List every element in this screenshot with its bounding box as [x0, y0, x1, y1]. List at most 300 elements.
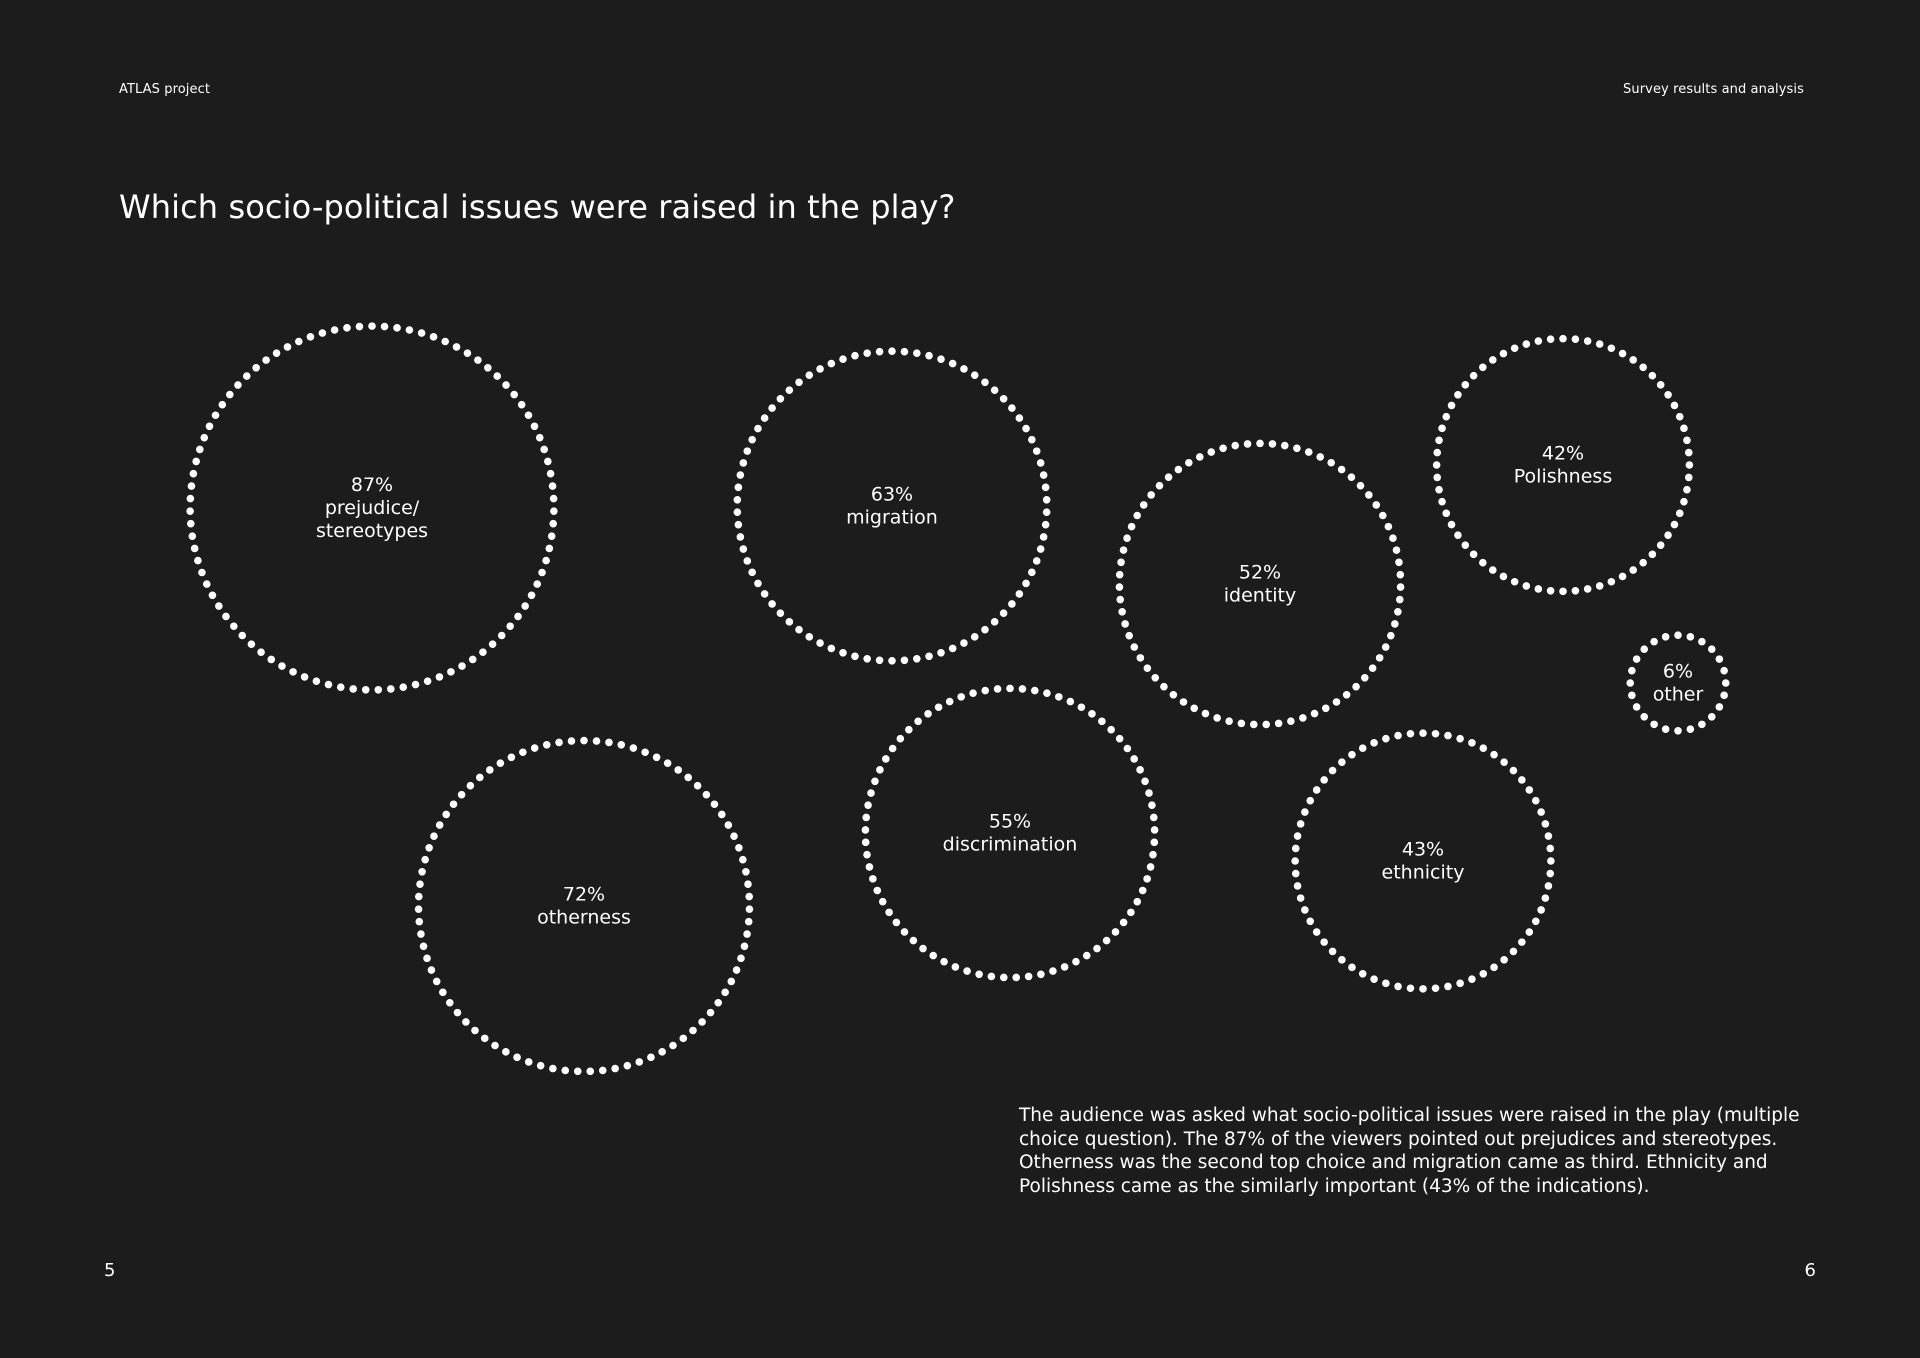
- bubble-label-line: 52%: [1238, 561, 1282, 584]
- bubble-dot: [1686, 461, 1694, 469]
- bubble-dot: [901, 928, 909, 936]
- bubble-dot: [1281, 442, 1289, 450]
- bubble-dot: [1343, 691, 1351, 699]
- bubble-dot: [447, 668, 455, 676]
- bubble-dot: [1049, 967, 1057, 975]
- bubble-dot: [1028, 569, 1036, 577]
- bubble-dot: [734, 496, 742, 504]
- bubble-dot: [568, 737, 576, 745]
- bubble-label: [1653, 661, 1704, 706]
- bubble-dot: [1359, 970, 1367, 978]
- bubble-dot: [1676, 510, 1684, 518]
- bubble-dot: [555, 739, 563, 747]
- bubble-dot: [1361, 674, 1369, 682]
- bubble-dot: [1313, 928, 1321, 936]
- bubble-dot: [1391, 620, 1399, 628]
- bubble-dot: [761, 590, 769, 598]
- bubble-dot: [415, 918, 423, 926]
- bubble-dot: [1033, 557, 1041, 565]
- bubble-dot: [580, 737, 588, 745]
- bubble-dot: [301, 673, 309, 681]
- bubble-label-line: 43%: [1401, 838, 1445, 861]
- bubble-dot: [1662, 725, 1670, 733]
- bubble-dot: [816, 639, 824, 647]
- bubble-dot: [1683, 486, 1691, 494]
- bubble-dot: [1116, 583, 1124, 591]
- bubble-dot: [574, 1068, 582, 1076]
- bubble-dot: [313, 677, 321, 685]
- bubble-dot: [453, 343, 461, 351]
- bubble-dot: [888, 657, 896, 665]
- bubble-dot: [433, 978, 441, 986]
- bubble-dot: [714, 999, 722, 1007]
- bubble-dot: [191, 545, 199, 553]
- bubble-dot: [1306, 917, 1314, 925]
- bubble-dot: [988, 973, 996, 981]
- bubble-dot: [1352, 683, 1360, 691]
- header-project-name: ATLAS project: [119, 82, 211, 97]
- bubble-dot: [925, 652, 933, 660]
- bubble-dot: [1547, 857, 1555, 865]
- bubble-dot: [1462, 381, 1470, 389]
- bubble-dot: [1537, 906, 1545, 914]
- bubble-dot: [879, 898, 887, 906]
- bubble-dot: [946, 698, 954, 706]
- bubble-dot: [1442, 510, 1450, 518]
- bubble-dot: [1708, 713, 1716, 721]
- bubble-label: [1382, 839, 1465, 884]
- bubble-dot: [1510, 948, 1518, 956]
- bubble-dot: [635, 1058, 643, 1066]
- bubble-dot: [748, 569, 756, 577]
- bubble-dot: [761, 414, 769, 422]
- bubble-dot: [415, 905, 423, 913]
- bubble-dot: [1022, 425, 1030, 433]
- bubble-dot: [1546, 845, 1554, 853]
- bubble-dot: [203, 580, 211, 588]
- bubble-dot: [795, 626, 803, 634]
- bubble-dot: [960, 365, 968, 373]
- bubble-dot: [1626, 679, 1634, 687]
- bubble-dot: [1083, 952, 1091, 960]
- bubble-dot: [1311, 710, 1319, 718]
- bubble-dot: [777, 395, 785, 403]
- bubble-dot: [1382, 980, 1390, 988]
- bubble-dot: [991, 618, 999, 626]
- bubble-dot: [1139, 887, 1147, 895]
- bubble-dot: [957, 693, 965, 701]
- bubble-dot: [743, 447, 751, 455]
- bubble-dot: [1394, 983, 1402, 991]
- bubble-dot: [491, 1042, 499, 1050]
- bubble-dot: [1532, 797, 1540, 805]
- bubble-dot: [1547, 587, 1555, 595]
- bubble-dot: [1685, 474, 1693, 482]
- bubble-dot: [474, 356, 482, 364]
- bubble-discrimination: [862, 685, 1159, 982]
- bubble-dot: [901, 348, 909, 356]
- bubble-dot: [1123, 534, 1131, 542]
- bubble-dot: [543, 741, 551, 749]
- bubble-dot: [462, 1018, 470, 1026]
- bubble-dot: [1511, 578, 1519, 586]
- page-number-right: 6: [1804, 1260, 1816, 1281]
- bubble-dot: [1510, 767, 1518, 775]
- bubble-dot: [1145, 789, 1153, 797]
- bubble-dot: [1382, 735, 1390, 743]
- bubble-dot: [733, 966, 741, 974]
- bubble-dot: [1016, 414, 1024, 422]
- bubble-dot: [1000, 609, 1008, 617]
- bubble-dot: [1489, 356, 1497, 364]
- bubble-dot: [876, 656, 884, 664]
- bubble-dot: [679, 1035, 687, 1043]
- bubble-dot: [1628, 667, 1636, 675]
- bubble-dot: [1608, 344, 1616, 352]
- bubble-dot: [1112, 928, 1120, 936]
- bubble-dot: [1365, 491, 1373, 499]
- bubble-dot: [994, 685, 1002, 693]
- bubble-dot: [1093, 945, 1101, 953]
- bubble-dot: [1116, 735, 1124, 743]
- bubble-dot: [730, 832, 738, 840]
- bubble-dot: [910, 937, 918, 945]
- bubble-dot: [319, 329, 327, 337]
- bubble-dot: [421, 856, 429, 864]
- bubble-dot: [786, 618, 794, 626]
- bubble-dot: [1385, 523, 1393, 531]
- bubble-dot: [399, 683, 407, 691]
- bubble-dot: [1628, 692, 1636, 700]
- bubble-dot: [194, 557, 202, 565]
- bubble-dot: [198, 569, 206, 577]
- bubble-dot: [1269, 440, 1277, 448]
- bubble-dot: [919, 945, 927, 953]
- bubble-migration: [734, 347, 1051, 664]
- bubble-dot: [1394, 732, 1402, 740]
- bubble-dot: [1433, 474, 1441, 482]
- bubble-dot: [889, 745, 897, 753]
- bubble-dot: [1547, 335, 1555, 343]
- bubble-dot: [508, 754, 516, 762]
- bubble-dot: [684, 774, 692, 782]
- bubble-dot: [1500, 956, 1508, 964]
- bubble-dot: [1456, 735, 1464, 743]
- bubble-dot: [331, 326, 339, 334]
- bubble-dot: [1291, 857, 1299, 865]
- bubble-dot: [1043, 496, 1051, 504]
- bubble-dot: [1657, 541, 1665, 549]
- bubble-dot: [1133, 512, 1141, 520]
- bubble-dot: [1619, 350, 1627, 358]
- bubble-dot: [1297, 820, 1305, 828]
- bubble-dot: [737, 471, 745, 479]
- bubble-dot: [1359, 744, 1367, 752]
- bubble-dot: [1025, 973, 1033, 981]
- bubble-dot: [1000, 395, 1008, 403]
- bubble-dot: [1432, 984, 1440, 992]
- bubble-dot: [439, 989, 447, 997]
- bubble-dot: [1000, 974, 1008, 982]
- bubble-dot: [1348, 473, 1356, 481]
- bubble-dot: [549, 520, 557, 528]
- bubble-dot: [734, 508, 742, 516]
- bubble-dot: [307, 333, 315, 341]
- bubble-dot: [1396, 596, 1404, 604]
- bubble-dot: [368, 322, 376, 330]
- bubble-dot: [862, 826, 870, 834]
- bubble-dot: [1572, 587, 1580, 595]
- bubble-dot: [1532, 917, 1540, 925]
- bubble-dot: [337, 683, 345, 691]
- bubble-dot: [949, 360, 957, 368]
- bubble-dot: [393, 324, 401, 332]
- bubble-dot: [975, 970, 983, 978]
- bubble-dot: [1433, 449, 1441, 457]
- bubble-dot: [356, 323, 364, 331]
- bubble-dot: [458, 791, 466, 799]
- bubble-dot: [1121, 620, 1129, 628]
- bubble-dot: [418, 868, 426, 876]
- bubble-dot: [1387, 632, 1395, 640]
- bubble-dot: [1407, 984, 1415, 992]
- bubble-dot: [828, 360, 836, 368]
- bubble-dot: [897, 735, 905, 743]
- bubble-dot: [737, 955, 745, 963]
- bubble-dot: [862, 839, 870, 847]
- bubble-dot: [1674, 631, 1682, 639]
- bubble-dot: [1306, 797, 1314, 805]
- bubble-dot: [423, 955, 431, 963]
- bubble-dot: [1301, 808, 1309, 816]
- bubble-dot: [262, 356, 270, 364]
- bubble-dot: [1175, 466, 1183, 474]
- bubble-dot: [1301, 906, 1309, 914]
- bubble-dot: [876, 766, 884, 774]
- bubble-dot: [1055, 693, 1063, 701]
- bubble-dot: [267, 656, 275, 664]
- bubble-dot: [981, 378, 989, 386]
- bubble-dot: [442, 811, 450, 819]
- bubble-dot: [387, 685, 395, 693]
- bubble-dot: [1322, 704, 1330, 712]
- bubble-dot: [1545, 832, 1553, 840]
- bubble-dot: [1407, 730, 1415, 738]
- bubble-dot: [617, 741, 625, 749]
- bubble-dot: [1150, 814, 1158, 822]
- bubble-dot: [206, 422, 214, 430]
- bubble-dot: [1043, 689, 1051, 697]
- bubble-dot: [1078, 703, 1086, 711]
- bubble-dot: [828, 645, 836, 653]
- bubble-dot: [653, 754, 661, 762]
- bubble-dot: [924, 710, 932, 718]
- bubble-dot: [647, 1054, 655, 1062]
- bubble-dot: [703, 791, 711, 799]
- bubble-dot: [1156, 482, 1164, 490]
- bubble-dot: [243, 372, 251, 380]
- bubble-dot: [960, 639, 968, 647]
- bubble-dot: [1438, 425, 1446, 433]
- bubble-dot: [866, 863, 874, 871]
- page-title: Which socio-political issues were raised in the play?: [119, 188, 956, 226]
- bubble-dot: [510, 391, 518, 399]
- bubble-dot: [641, 748, 649, 756]
- bubble-dot: [1040, 471, 1048, 479]
- bubble-dot: [1433, 461, 1441, 469]
- bubble-dot: [257, 648, 265, 656]
- bubble-dot: [949, 645, 957, 653]
- bubble-dot: [1376, 654, 1384, 662]
- bubble-dot: [1196, 453, 1204, 461]
- bubble-label-line: Polishness: [1513, 465, 1613, 488]
- bubble-dot: [735, 844, 743, 852]
- bubble-dot: [1454, 531, 1462, 539]
- bubble-dot: [1072, 958, 1080, 966]
- bubble-dot: [476, 774, 484, 782]
- bubble-dot: [215, 602, 223, 610]
- bubble-dot: [745, 918, 753, 926]
- bubble-dot: [498, 632, 506, 640]
- bubble-dot: [864, 801, 872, 809]
- bubble-dot: [238, 632, 246, 640]
- bubble-dot: [418, 329, 426, 337]
- bubble-dot: [514, 613, 522, 621]
- bubble-dot: [424, 677, 432, 685]
- bubble-dot: [1287, 717, 1295, 725]
- bubble-dot: [754, 580, 762, 588]
- bubble-dot: [1299, 714, 1307, 722]
- bubble-dot: [1650, 638, 1658, 646]
- bubble-dot: [1116, 571, 1124, 579]
- bubble-dot: [550, 495, 558, 503]
- bubble-dot: [876, 348, 884, 356]
- bubble-dot: [882, 755, 890, 763]
- bubble-label-line: other: [1652, 683, 1704, 706]
- bubble-dot: [630, 744, 638, 752]
- bubble-dot: [742, 868, 750, 876]
- bubble-dot: [1190, 704, 1198, 712]
- bubble-dot: [1037, 970, 1045, 978]
- bubble-dot: [885, 909, 893, 917]
- bubble-dot: [1687, 633, 1695, 641]
- bubble-dot: [1098, 718, 1106, 726]
- bubble-dot: [493, 372, 501, 380]
- bubble-dot: [1125, 632, 1133, 640]
- bubble-dot: [1262, 721, 1270, 729]
- bubble-label: [943, 811, 1078, 856]
- bubble-dot: [1720, 692, 1728, 700]
- bubble-label-line: otherness: [537, 906, 631, 929]
- bubble-dot: [674, 766, 682, 774]
- bubble-identity: [1116, 440, 1405, 729]
- bubble-dot: [863, 851, 871, 859]
- bubble-dot: [1124, 745, 1132, 753]
- bubble-dot: [248, 640, 256, 648]
- bubble-dot: [1395, 559, 1403, 567]
- bubble-label: [846, 484, 938, 529]
- bubble-dot: [1213, 714, 1221, 722]
- bubble-dot: [1559, 588, 1567, 596]
- bubble-dot: [546, 545, 554, 553]
- bubble-dot: [1316, 453, 1324, 461]
- bubble-dot: [1275, 720, 1283, 728]
- bubble-dot: [1016, 590, 1024, 598]
- bubble-dot: [689, 1027, 697, 1035]
- bubble-dot: [1042, 484, 1050, 492]
- bubble-dot: [415, 893, 423, 901]
- bubble-dot: [867, 789, 875, 797]
- bubble-dot: [486, 766, 494, 774]
- bubble-dot: [1535, 337, 1543, 345]
- bubble-polishness: [1433, 335, 1693, 595]
- bubble-dot: [1116, 596, 1124, 604]
- bubble-dot: [735, 521, 743, 529]
- bubble-dot: [718, 811, 726, 819]
- bubble-dot: [1479, 364, 1487, 372]
- bubble-dot: [971, 371, 979, 379]
- bubble-dot: [1043, 508, 1051, 516]
- bubble-dot: [1448, 402, 1456, 410]
- bubble-dot: [450, 800, 458, 808]
- bubble-dot: [278, 662, 286, 670]
- bubble-dot: [969, 689, 977, 697]
- bubble-dot: [1671, 521, 1679, 529]
- bubble-dot: [839, 355, 847, 363]
- bubble-dot: [1596, 582, 1604, 590]
- bubble-dot: [1256, 440, 1264, 448]
- bubble-dot: [1293, 445, 1301, 453]
- bubble-dot: [1219, 445, 1227, 453]
- bubble-label-line: 6%: [1662, 660, 1694, 683]
- bubble-dot: [1207, 448, 1215, 456]
- bubble-dot: [222, 613, 230, 621]
- header-section-name: Survey results and analysis: [1623, 82, 1804, 97]
- bubble-dot: [1535, 585, 1543, 593]
- bubble-dot: [1133, 898, 1141, 906]
- bubble-dot: [754, 425, 762, 433]
- bubble-dot: [234, 381, 242, 389]
- bubble-dot: [381, 323, 389, 331]
- bubble-dot: [489, 640, 497, 648]
- bubble-dot: [1130, 643, 1138, 651]
- bubble-dot: [284, 343, 292, 351]
- bubble-dot: [1149, 851, 1157, 859]
- bubble-dot: [1435, 486, 1443, 494]
- bubble-dot: [436, 673, 444, 681]
- bubble-dot: [1680, 425, 1688, 433]
- bubble-dot: [1148, 801, 1156, 809]
- bubble-dot: [549, 482, 557, 490]
- bubble-dot: [1372, 501, 1380, 509]
- bubble-dot: [349, 685, 357, 693]
- bubble-dot: [417, 930, 425, 938]
- bubble-dot: [1165, 473, 1173, 481]
- bubble-dot: [536, 434, 544, 442]
- bubble-dot: [538, 569, 546, 577]
- bubble-dot: [519, 748, 527, 756]
- bubble-dot: [745, 893, 753, 901]
- bubble-dot: [805, 633, 813, 641]
- bubble-dot: [735, 484, 743, 492]
- bubble-dot: [1500, 758, 1508, 766]
- bubble-dot: [525, 1058, 533, 1066]
- bubble-dot: [725, 821, 733, 829]
- bubble-dot: [1633, 655, 1641, 663]
- bubble-dot: [200, 434, 208, 442]
- bubble-dot: [748, 436, 756, 444]
- bubble-dot: [343, 324, 351, 332]
